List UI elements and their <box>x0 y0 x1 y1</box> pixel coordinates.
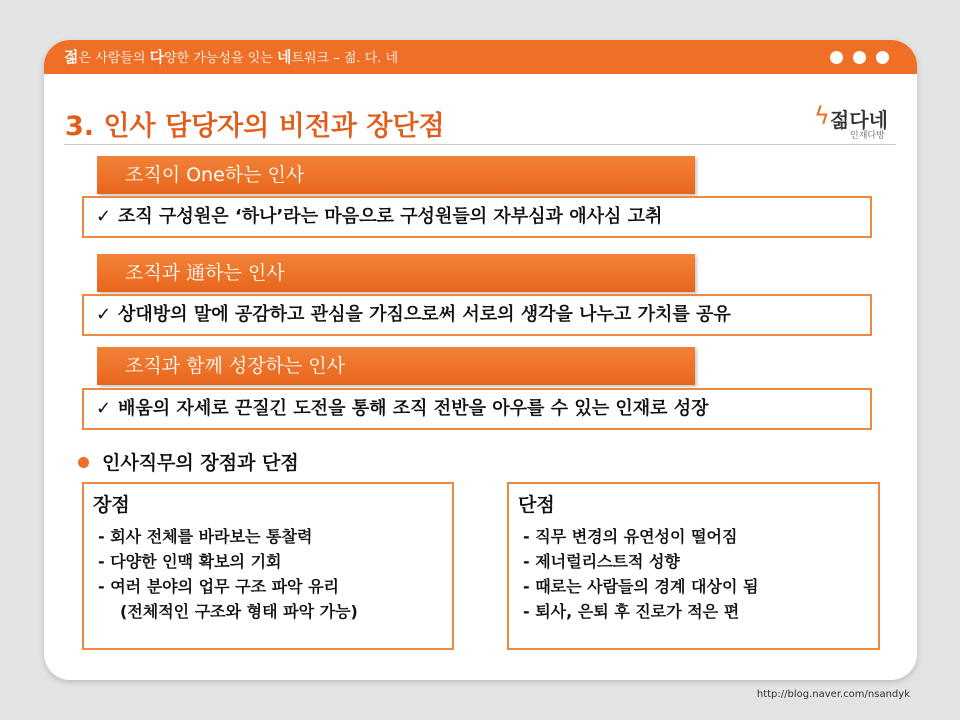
footer-url: http://blog.naver.com/nsandyk <box>756 689 910 700</box>
cons-list <box>523 524 758 624</box>
slide <box>44 40 917 680</box>
check-icon: ✓ <box>96 304 112 325</box>
tagline-part: 은 사람들의 <box>78 51 150 66</box>
tagline-part: 다 <box>149 48 165 66</box>
cons-box <box>507 482 880 650</box>
list-item: (전체적인 구조와 형태 파악 가능) <box>120 602 358 621</box>
check-icon: ✓ <box>96 206 112 227</box>
vision-description-text: 배움의 자세로 끈질긴 도전을 통해 조직 전반을 아우를 수 있는 인재로 성장 <box>118 398 709 419</box>
vision-heading-label: 조직이 One하는 인사 <box>125 164 305 186</box>
tagline-part: 네 <box>276 48 292 66</box>
vision-heading-1 <box>97 156 695 194</box>
list-item: - 퇴사, 은퇴 후 진로가 적은 편 <box>523 602 740 621</box>
list-item: - 직무 변경의 유연성이 떨어짐 <box>523 527 738 546</box>
list-item: - 때로는 사람들의 경계 대상이 됨 <box>523 577 759 596</box>
tagline-part: 트워크 – 젊. 다. 네 <box>291 51 399 66</box>
list-item: - 제너럴리스트적 성향 <box>523 552 680 571</box>
pros-list <box>98 524 358 624</box>
tagline-part: 양한 가능성을 잇는 <box>164 51 277 66</box>
vision-heading-label: 조직과 通하는 인사 <box>125 262 285 284</box>
lightning-icon: ϟ <box>814 102 830 130</box>
logo-text: 젊다네 <box>830 108 888 132</box>
cons-heading: 단점 <box>518 494 555 516</box>
vision-heading-label: 조직과 함께 성장하는 인사 <box>125 355 346 377</box>
dot-icon <box>876 51 889 64</box>
logo <box>814 102 894 142</box>
logo-subtext: 인재다방 <box>850 131 885 141</box>
pros-box <box>82 482 454 650</box>
dot-icon <box>853 51 866 64</box>
window-dots <box>830 51 889 64</box>
tagline-part: 젊 <box>64 48 79 66</box>
title-divider <box>64 144 896 145</box>
vision-description-2 <box>82 294 872 336</box>
header-tagline <box>64 40 398 74</box>
list-item: - 다양한 인맥 확보의 기회 <box>98 552 282 571</box>
vision-description-text: 상대방의 말에 공감하고 관심을 가짐으로써 서로의 생각을 나누고 가치를 공유 <box>118 304 731 325</box>
list-item: - 여러 분야의 업무 구조 파악 유리 <box>98 577 339 596</box>
vision-description-1 <box>82 196 872 238</box>
page-title: 3. 인사 담당자의 비전과 장단점 <box>65 111 445 142</box>
list-item: - 회사 전체를 바라보는 통찰력 <box>98 527 313 546</box>
check-icon: ✓ <box>96 398 112 419</box>
vision-description-3 <box>82 388 872 430</box>
vision-description-text: 조직 구성원은 ‘하나’라는 마음으로 구성원들의 자부심과 애사심 고취 <box>118 206 663 227</box>
dot-icon <box>830 51 843 64</box>
vision-heading-3 <box>97 347 695 385</box>
bullet-icon <box>78 457 89 468</box>
pros-cons-heading: 인사직무의 장점과 단점 <box>102 452 299 474</box>
vision-heading-2 <box>97 254 695 292</box>
header-bar <box>44 40 917 74</box>
pros-heading: 장점 <box>93 494 130 516</box>
